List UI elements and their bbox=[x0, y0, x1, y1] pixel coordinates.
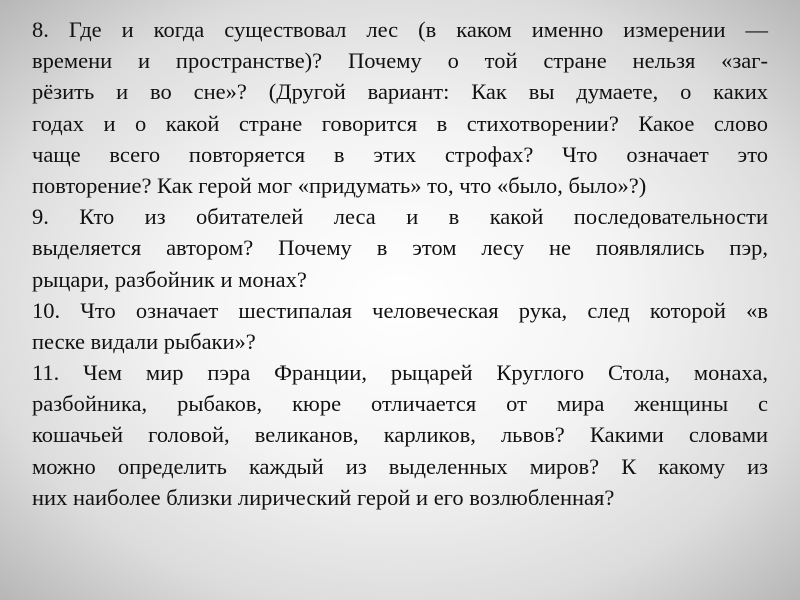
text-line: чаще всего повторяется в этих строфах? Что означает это bbox=[32, 141, 768, 167]
text-line: времени и пространстве)? Почему о той стране нельзя «заг- bbox=[32, 48, 768, 74]
question-8 bbox=[32, 14, 768, 201]
text-line: годах и о какой стране говорится в стихотворении? Какое слово bbox=[32, 110, 768, 136]
question-11 bbox=[32, 357, 768, 513]
question-text-block bbox=[32, 14, 768, 513]
text-line: 10. Что означает шестипалая человеческая рука, след которой «в bbox=[32, 297, 768, 323]
text-line: кошачьей головой, великанов, карликов, львов? Какими словами bbox=[32, 422, 768, 448]
text-line: повторение? Как герой мог «придумать» то, что «было, было»?) bbox=[32, 172, 647, 198]
text-line: выделяется автором? Почему в этом лесу не появлялись пэр, bbox=[32, 235, 768, 261]
text-line: разбойника, рыбаков, кюре отличается от мира женщины с bbox=[32, 391, 768, 417]
text-line: рёзить и во сне»? (Другой вариант: Как вы думаете, о каких bbox=[32, 79, 768, 105]
text-line: 11. Чем мир пэра Франции, рыцарей Круглого Стола, монаха, bbox=[32, 360, 768, 386]
text-line: песке видали рыбаки»? bbox=[32, 328, 256, 354]
text-line: можно определить каждый из выделенных миров? К какому из bbox=[32, 453, 768, 479]
text-line: рыцари, разбойник и монах? bbox=[32, 266, 307, 292]
text-line: 9. Кто из обитателей леса и в какой последовательности bbox=[32, 204, 768, 230]
text-line: них наиболее близки лирический герой и его возлюбленная? bbox=[32, 484, 615, 510]
text-line: 8. Где и когда существовал лес (в каком именно измерении — bbox=[32, 17, 768, 42]
question-9 bbox=[32, 201, 768, 295]
question-10 bbox=[32, 295, 768, 357]
